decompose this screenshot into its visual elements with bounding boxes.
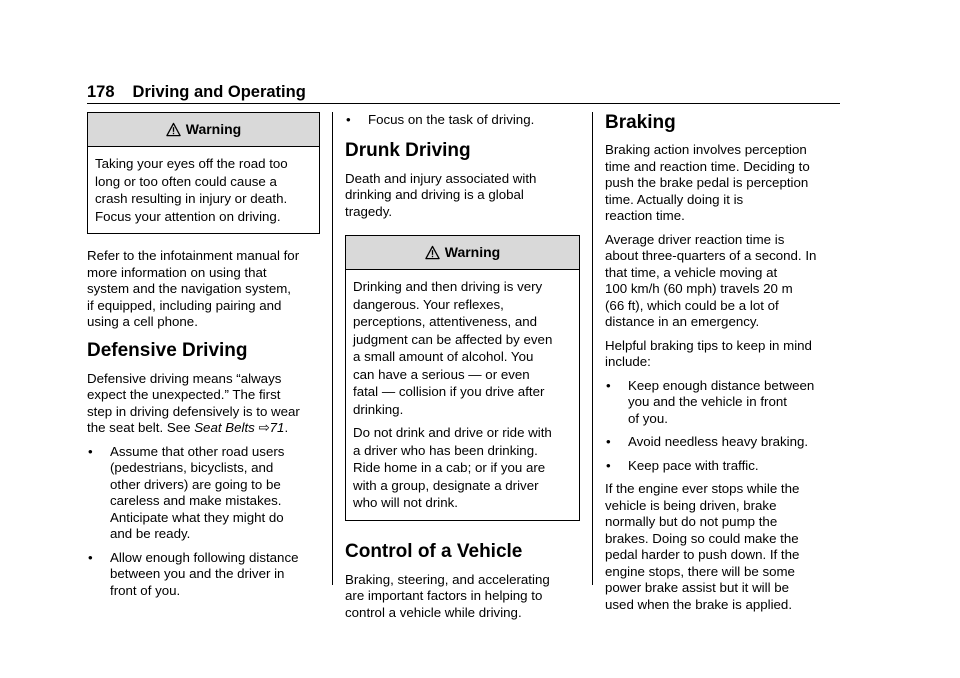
control-paragraph [345,572,580,622]
text-line: fatal — collision if you drive after [353,384,545,399]
warning-icon [166,122,181,137]
list-item [605,378,840,428]
infotainment-paragraph [87,248,320,331]
list-item [87,444,320,543]
text-line: dangerous. Your reflexes, [353,296,504,312]
text-line: about three-quarters of a second. In [605,248,817,263]
warning-header [346,236,579,270]
text-line: Assume that other road users [110,443,285,459]
text-line: a small amount of alcohol. You [353,349,534,364]
text-line: (66 ft), which could be a lot of [605,297,779,313]
text-line: Focus on the task of driving. [368,112,535,127]
text-line: can have a serious — or even [353,366,530,382]
warning-paragraph [353,278,572,418]
text-line: Allow enough following distance [110,549,299,565]
seat-belts-page-ref[interactable]: 71 [269,420,285,435]
column-divider-1 [332,112,333,585]
defensive-bullets [87,444,320,600]
text-line: 100 km/h (60 mph) travels 20 m [605,281,793,296]
bullet-icon: • [88,443,93,459]
text-line: crash resulting in injury or death. [95,191,288,206]
text-line: power brake assist but it will be [605,580,790,595]
warning-text [346,270,579,520]
warning-label: Warning [444,244,501,261]
text-line: (pedestrians, bicyclists, and [110,460,274,475]
text-line: that time, a vehicle moving at [605,264,778,280]
column-divider-2 [592,112,593,585]
text-line: Keep enough distance between [628,377,815,393]
text-line: include: [605,354,651,369]
text-line: the seat belt. See [87,420,195,435]
warning-label: Warning [185,121,242,138]
text-line: who will not drink. [353,495,458,510]
text-line: a driver who has been drinking. [353,442,538,458]
braking-bullets [605,378,840,475]
text-line: other drivers) are going to be [110,476,281,492]
text-line: Ride home in a cab; or if you are [353,460,546,475]
column-1 [87,112,320,606]
text-line: Anticipate what they might do [110,509,284,525]
text-line: Keep pace with traffic. [628,457,759,473]
text-line: push the brake pedal is perception [605,175,809,190]
text-line: perceptions, attentiveness, and [353,314,538,329]
braking-paragraph-4 [605,481,840,613]
bullet-icon: • [606,377,611,393]
page-header [87,83,306,102]
page-number: 178 [87,83,115,101]
text-line: of you. [628,410,668,426]
text-line: pedal harder to push down. If the [605,547,800,562]
bullet-icon: • [606,434,611,449]
text-line: and be ready. [110,526,191,541]
text-line: Death and injury associated with [345,170,537,186]
bullet-icon: • [606,457,611,473]
text-line: Average driver reaction time is [605,231,785,247]
text-line: If the engine ever stops while the [605,481,800,496]
heading-braking: Braking [605,112,676,133]
list-item [605,458,840,475]
text-line: using a cell phone. [87,314,198,329]
text-line: time and reaction time. Deciding to [605,158,810,174]
text-line: vehicle is being driven, brake [605,497,777,513]
heading-control-of-vehicle: Control of a Vehicle [345,540,523,562]
braking-paragraph-3 [605,338,840,371]
column-2 [345,112,580,628]
text-line: are important factors in helping to [345,588,543,603]
text-line: if equipped, including pairing and [87,297,282,313]
text-line: step in driving defensively is to wear [87,403,300,419]
text-punct: . [284,420,289,435]
warning-header [88,113,319,147]
text-line: long or too often could cause a [95,173,277,189]
text-line: Braking, steering, and accelerating [345,571,550,587]
text-line: expect the unexpected.” The first [87,387,281,402]
warning-box-1 [87,112,320,234]
text-line: you and the vehicle in front [628,394,787,409]
braking-paragraph-2 [605,232,840,331]
text-line: system and the navigation system, [87,281,291,296]
column-3 [605,112,840,620]
drunk-paragraph [345,171,580,221]
defensive-paragraph [87,371,320,437]
text-line: brakes. Doing so could make the [605,530,799,546]
text-line: used when the brake is applied. [605,596,793,612]
list-item [605,434,840,451]
text-line: between you and the driver in [110,566,285,581]
warning-box-2 [345,235,580,521]
text-line: reaction time. [605,208,685,223]
section-title: Driving and Operating [132,83,306,101]
list-item [345,112,580,129]
heading-defensive-driving: Defensive Driving [87,339,248,361]
heading-drunk-driving: Drunk Driving [345,139,471,161]
bullet-icon: • [88,549,93,565]
text-line: front of you. [110,582,181,598]
text-line: Drinking and then driving is very [353,279,543,294]
bullet-icon: • [346,112,351,127]
text-line: drinking. [353,401,404,417]
warning-text [88,147,319,233]
text-line: Defensive driving means “always [87,370,282,386]
text-line: distance in an emergency. [605,314,760,329]
text-line: Helpful braking tips to keep in mind [605,337,812,353]
focus-bullet [345,112,580,129]
text-line: time. Actually doing it is [605,191,744,207]
text-line: tragedy. [345,203,393,219]
page-ref-arrow-icon: ⇨ [258,420,270,435]
text-line: Do not drink and drive or ride with [353,425,552,440]
text-line: more information on using that [87,264,267,280]
text-line: normally but do not pump the [605,514,778,529]
text-line: Focus your attention on driving. [95,208,281,224]
warning-icon [425,245,440,260]
text-line: Braking action involves perception [605,142,807,157]
list-item [87,550,320,600]
header-rule [87,103,840,104]
seat-belts-link[interactable]: Seat Belts [194,420,255,435]
text-line: Avoid needless heavy braking. [628,434,809,449]
text-line: with a group, designate a driver [353,477,539,493]
text-line: Refer to the infotainment manual for [87,248,300,263]
text-line: Taking your eyes off the road too [95,156,288,171]
text-line: engine stops, there will be some [605,563,795,579]
text-line: control a vehicle while driving. [345,604,522,620]
text-line: careless and make mistakes. [110,493,282,508]
text-line: drinking and driving is a global [345,187,524,202]
text-line: judgment can be affected by even [353,331,553,347]
warning-paragraph [353,424,572,512]
braking-paragraph-1 [605,142,840,225]
